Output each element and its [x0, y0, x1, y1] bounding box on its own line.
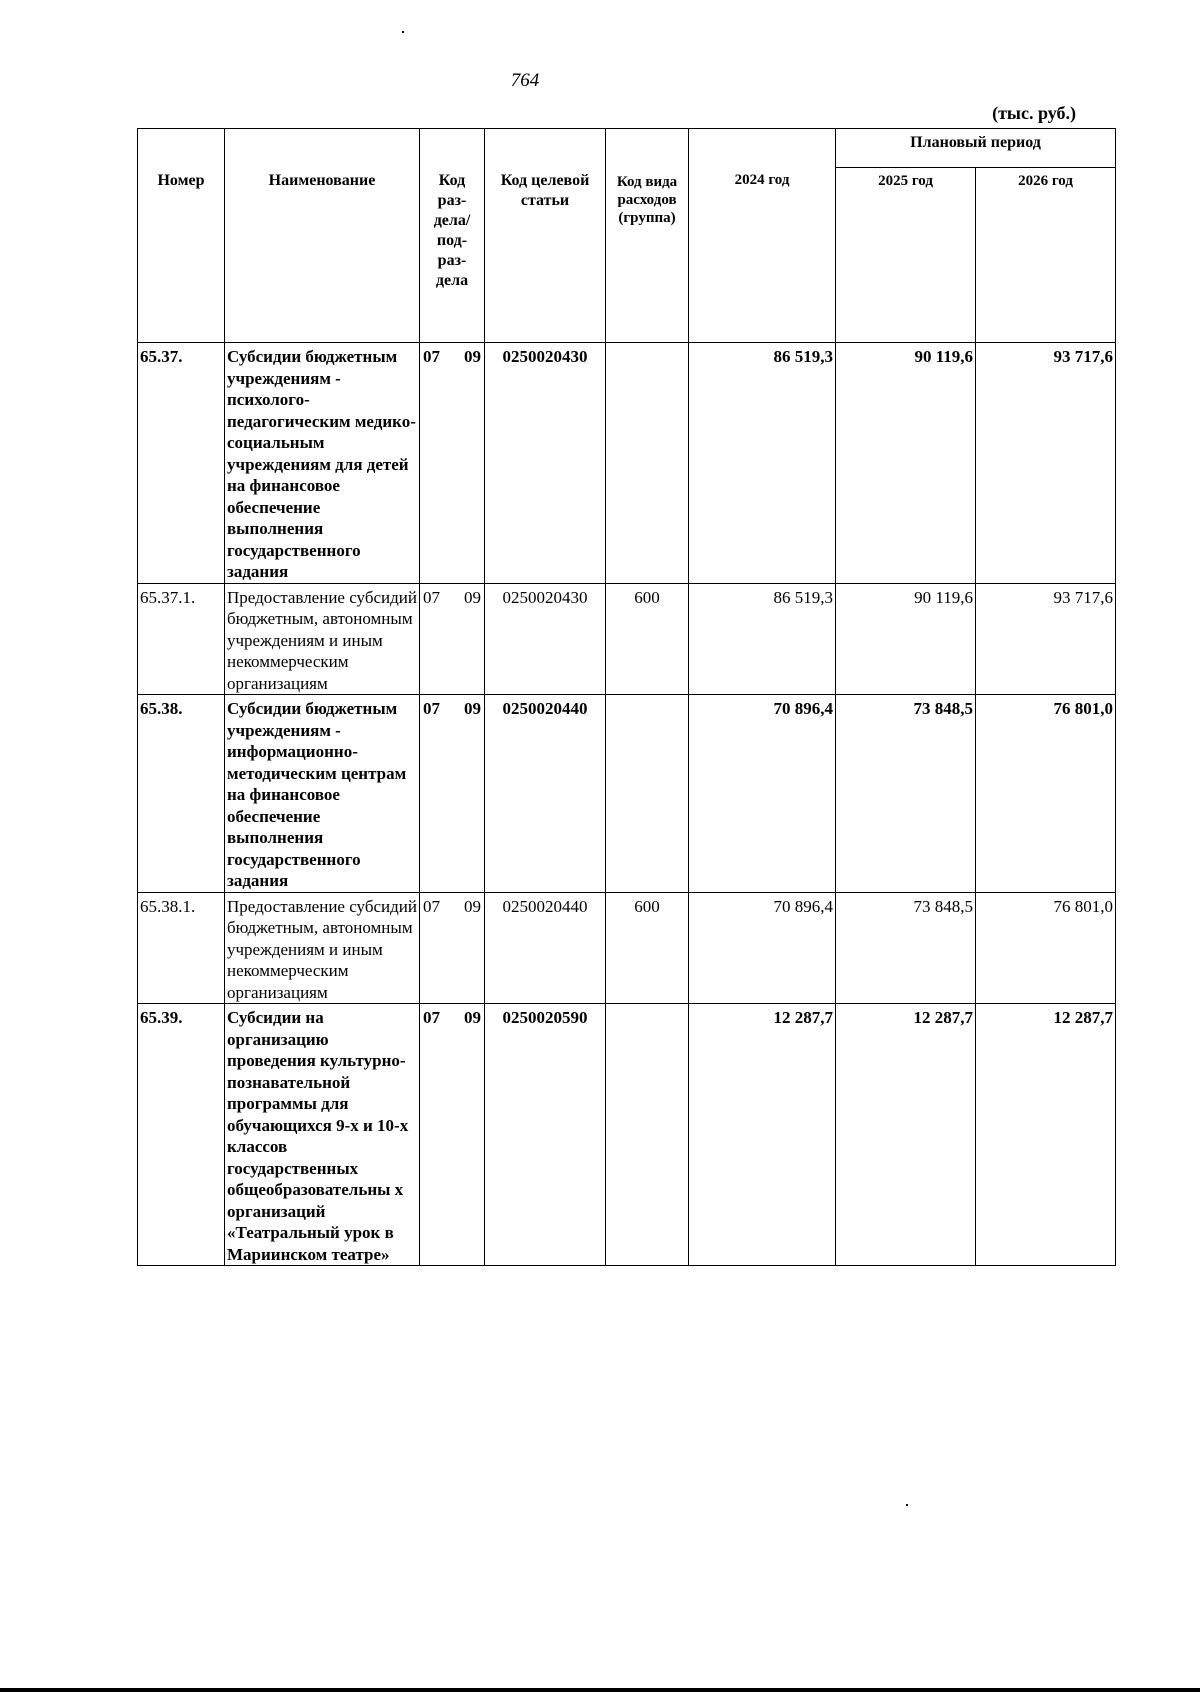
header-number: Номер	[138, 129, 225, 343]
row-target-code: 0250020590	[485, 1004, 606, 1266]
row-number: 65.37.	[138, 343, 225, 584]
units-label: (тыс. руб.)	[992, 103, 1076, 123]
table-row	[138, 343, 1116, 584]
row-amount-2025: 90 119,6	[836, 583, 976, 695]
row-target-code: 0250020440	[485, 892, 606, 1004]
row-target-code: 0250020430	[485, 343, 606, 584]
page-number: 764	[510, 70, 540, 91]
row-amount-2026: 93 717,6	[976, 343, 1116, 584]
row-section: 07	[423, 699, 440, 718]
row-amount-2024: 86 519,3	[689, 343, 836, 584]
row-amount-2026: 76 801,0	[976, 695, 1116, 893]
header-planned-period: Плановый период	[836, 129, 1116, 168]
row-amount-2025: 73 848,5	[836, 695, 976, 893]
row-expense-kind	[606, 1004, 689, 1266]
row-subsection: 09	[464, 1008, 481, 1027]
row-name: Субсидии на организацию проведения культурно-познавательной программы для обучающихся 9-х и 10-х классов государственных общеобразовательны х организаций «Театральный урок в Мариинском театре»	[225, 1004, 420, 1266]
row-section-code	[420, 1004, 485, 1266]
row-section-code	[420, 892, 485, 1004]
header-year-2026: 2026 год	[976, 168, 1116, 343]
row-section: 07	[423, 1008, 440, 1027]
row-subsection: 09	[464, 347, 481, 366]
header-year-2024: 2024 год	[689, 129, 836, 343]
header-name: Наименование	[225, 129, 420, 343]
row-name: Субсидии бюджетным учреждениям - информационно-методическим центрам на финансовое обеспечение выполнения государственного задания	[225, 695, 420, 893]
row-number: 65.37.1.	[138, 583, 225, 695]
row-amount-2025: 12 287,7	[836, 1004, 976, 1266]
row-amount-2024: 70 896,4	[689, 695, 836, 893]
row-expense-kind: 600	[606, 583, 689, 695]
row-target-code: 0250020430	[485, 583, 606, 695]
row-section-code	[420, 583, 485, 695]
row-section: 07	[423, 587, 440, 607]
table-row	[138, 892, 1116, 1004]
header-section-code: Код раз-дела/ под-раз-дела	[420, 129, 485, 343]
table-header	[138, 129, 1116, 343]
scan-speck	[906, 1504, 908, 1506]
row-section: 07	[423, 347, 440, 366]
scan-speck	[402, 31, 404, 33]
row-number: 65.38.1.	[138, 892, 225, 1004]
header-target-code: Код целевой статьи	[485, 129, 606, 343]
table-row	[138, 695, 1116, 893]
row-section: 07	[423, 896, 440, 916]
row-amount-2024: 12 287,7	[689, 1004, 836, 1266]
table-row	[138, 583, 1116, 695]
row-number: 65.39.	[138, 1004, 225, 1266]
row-name: Субсидии бюджетным учреждениям - психолого-педагогическим медико-социальным учреждениям для детей на финансовое обеспечение выполнения государственного задания	[225, 343, 420, 584]
row-amount-2025: 73 848,5	[836, 892, 976, 1004]
row-section-code	[420, 343, 485, 584]
row-subsection: 09	[464, 896, 481, 916]
row-name: Предоставление субсидий бюджетным, автономным учреждениям и иным некоммерческим организациям	[225, 892, 420, 1004]
row-expense-kind: 600	[606, 892, 689, 1004]
row-number: 65.38.	[138, 695, 225, 893]
table-row	[138, 1004, 1116, 1266]
row-amount-2025: 90 119,6	[836, 343, 976, 584]
header-year-2025: 2025 год	[836, 168, 976, 343]
row-subsection: 09	[464, 699, 481, 718]
row-expense-kind	[606, 695, 689, 893]
scan-edge-line	[0, 1688, 1200, 1692]
row-amount-2024: 70 896,4	[689, 892, 836, 1004]
row-amount-2026: 76 801,0	[976, 892, 1116, 1004]
budget-table	[137, 128, 1116, 1266]
row-name: Предоставление субсидий бюджетным, автономным учреждениям и иным некоммерческим организациям	[225, 583, 420, 695]
header-expense-kind: Код вида расходов (группа)	[606, 129, 689, 343]
row-subsection: 09	[464, 587, 481, 607]
row-section-code	[420, 695, 485, 893]
row-amount-2026: 12 287,7	[976, 1004, 1116, 1266]
row-amount-2026: 93 717,6	[976, 583, 1116, 695]
row-amount-2024: 86 519,3	[689, 583, 836, 695]
row-target-code: 0250020440	[485, 695, 606, 893]
row-expense-kind	[606, 343, 689, 584]
